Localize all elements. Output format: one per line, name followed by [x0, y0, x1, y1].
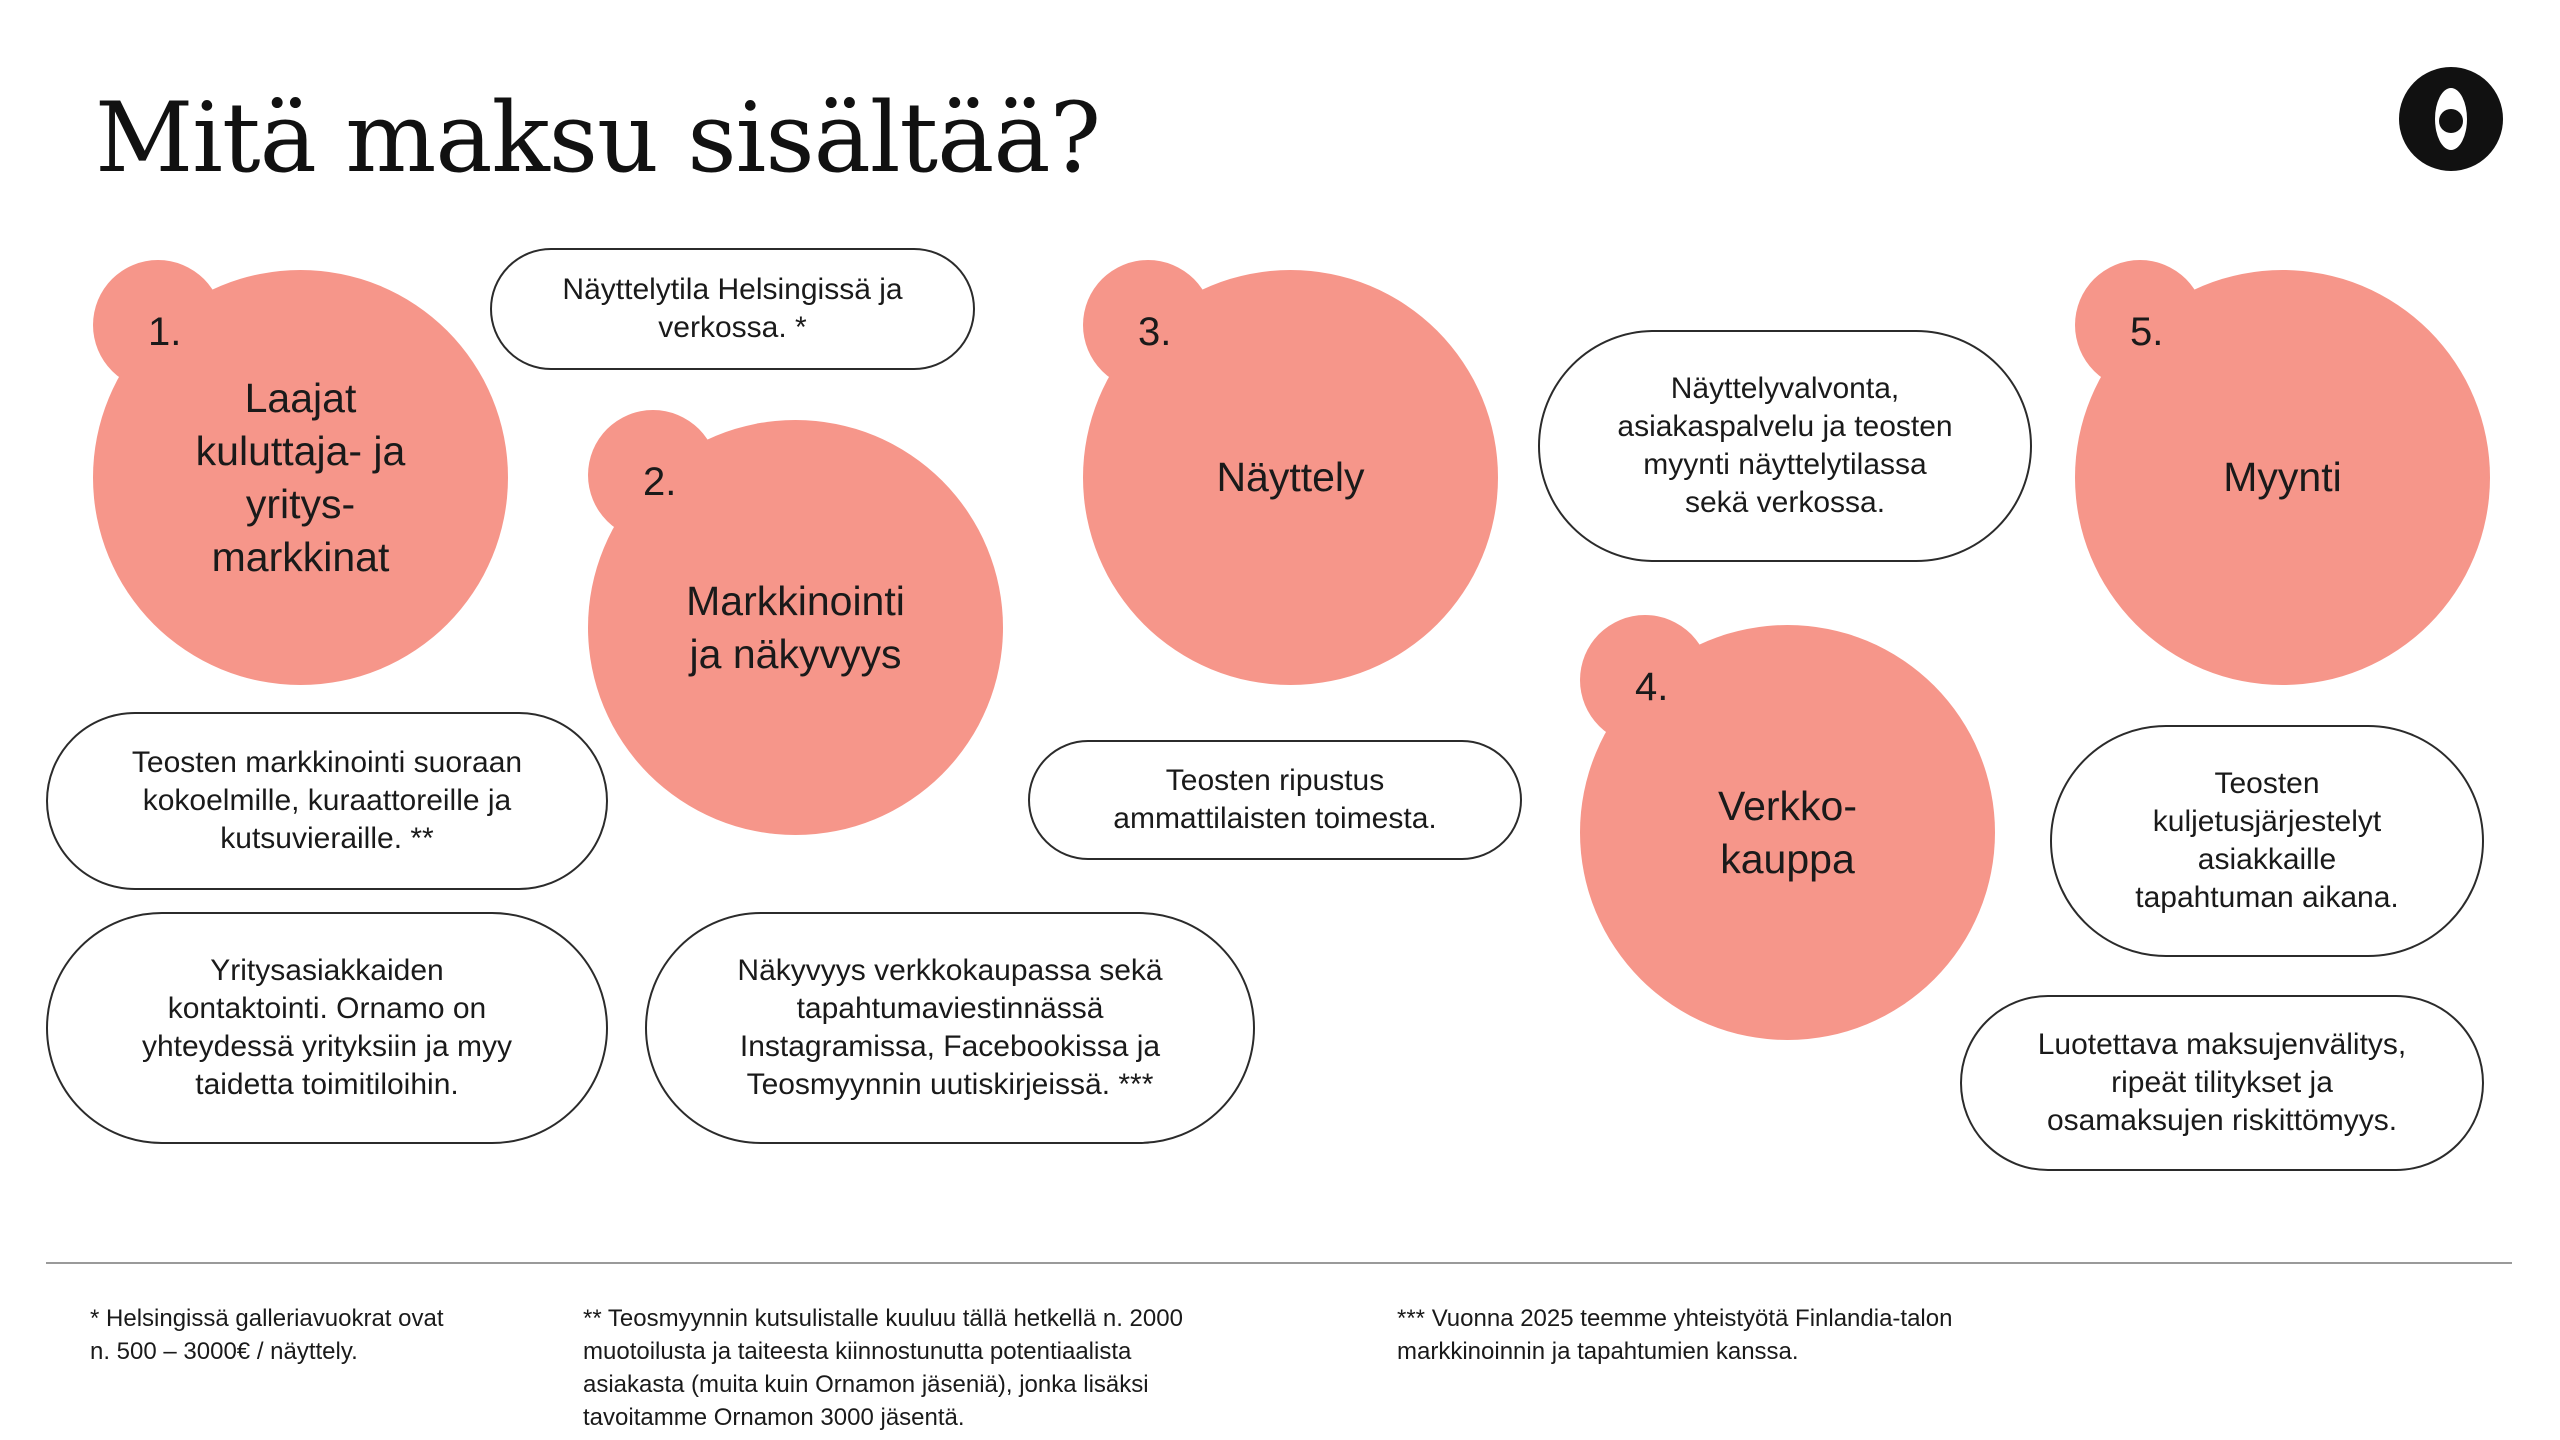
step-2-label: Markkinointi ja näkyvyys	[686, 577, 905, 677]
step-5-label: Myynti	[2223, 454, 2342, 500]
step-5-circle	[2075, 260, 2490, 685]
footnote-1: * Helsingissä galleriavuokrat ovat n. 500 – 3000€ / näyttely.	[90, 1305, 444, 1365]
step-4-circle	[1580, 615, 1995, 1040]
exhibition-space-pill: Näyttelytila Helsingissä ja verkossa. *	[490, 248, 975, 370]
footer-divider	[46, 1262, 2512, 1264]
corporate-contact-pill: Yritysasiakkaiden kontaktointi. Ornamo on yhteydessä yrityksiin ja myy taidetta toimitiloihin.	[46, 912, 608, 1144]
transport-pill: Teosten kuljetusjärjestelyt asiakkaille tapahtuman aikana.	[2050, 725, 2484, 957]
ornamo-logo-icon	[2398, 66, 2504, 172]
visibility-pill: Näkyvyys verkkokaupassa sekä tapahtumaviestinnässä Instagramissa, Facebookissa ja Teosmyynnin uutiskirjeissä. ***	[645, 912, 1255, 1144]
footnote-2: ** Teosmyynnin kutsulistalle kuuluu tällä hetkellä n. 2000 muotoilusta ja taiteesta kiinnostunutta potentiaalista asiakasta (muita kuin Ornamon jäseniä), jonka lisäksi tavoitamme Ornamon 3000 jäsentä.	[583, 1305, 1183, 1431]
step-1-label: Laajat kuluttaja- ja yritys- markkinat	[195, 374, 406, 580]
step-1-circle	[93, 260, 508, 685]
payments-pill: Luotettava maksujenvälitys, ripeät tilitykset ja osamaksujen riskittömyys.	[1960, 995, 2484, 1171]
step-4-number: 4.	[1635, 665, 1669, 709]
supervision-pill: Näyttelyvalvonta, asiakaspalvelu ja teosten myynti näyttelytilassa sekä verkossa.	[1538, 330, 2032, 562]
footnote-3: *** Vuonna 2025 teemme yhteistyötä Finlandia-talon markkinoinnin ja tapahtumien kanssa.	[1397, 1305, 1953, 1365]
hanging-pill: Teosten ripustus ammattilaisten toimesta.	[1028, 740, 1522, 860]
step-3-number: 3.	[1138, 310, 1172, 354]
step-3-circle	[1083, 260, 1498, 685]
collections-marketing-pill: Teosten markkinointi suoraan kokoelmille, kuraattoreille ja kutsuvieraille. **	[46, 712, 608, 890]
step-2-circle	[588, 410, 1003, 835]
page-title: Mitä maksu sisältää?	[95, 82, 1101, 194]
step-1-number: 1.	[148, 310, 182, 354]
step-2-number: 2.	[643, 460, 677, 504]
step-3-label: Näyttely	[1216, 454, 1365, 500]
step-4-label: Verkko- kauppa	[1718, 782, 1857, 882]
step-5-number: 5.	[2130, 310, 2164, 354]
